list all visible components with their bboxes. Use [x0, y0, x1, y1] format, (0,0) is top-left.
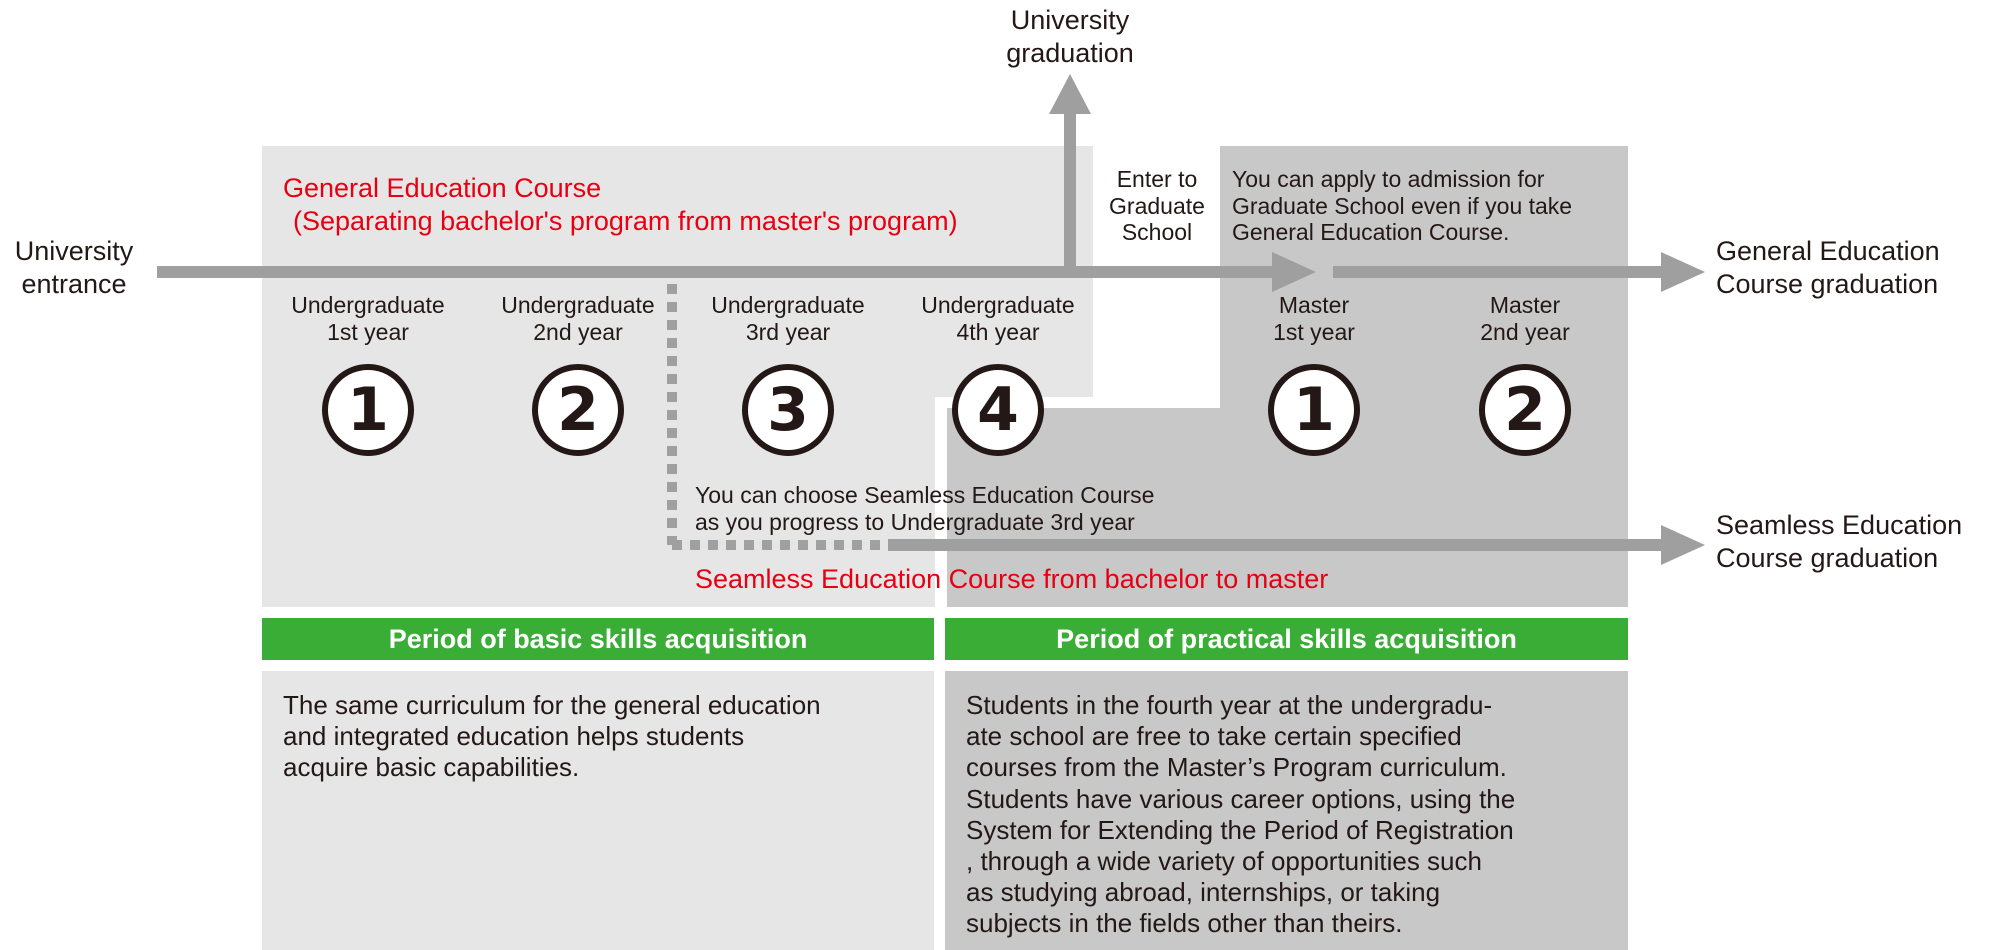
university-graduation-line: [1064, 112, 1076, 272]
seamless-course-title: Seamless Education Course from bachelor to master: [695, 564, 1329, 594]
general-graduation-arrowhead: [1661, 252, 1705, 292]
basic-skills-description: The same curriculum for the general education and integrated education helps students acquire basic capabilities.: [283, 690, 821, 783]
year-label-undergraduate-3: Undergraduate 3rd year: [711, 292, 865, 346]
year-circle-undergraduate-2: 2: [532, 364, 624, 456]
university-graduation-label: University graduation: [1006, 5, 1134, 68]
seamless-graduation-line: [888, 539, 1663, 551]
year-label-master-2: Master 2nd year: [1480, 292, 1570, 346]
year-circle-undergraduate-3: 3: [742, 364, 834, 456]
basic-skills-period-header: Period of basic skills acquisition: [262, 618, 934, 660]
year-label-undergraduate-1: Undergraduate 1st year: [291, 292, 445, 346]
enter-graduate-school-label: Enter to Graduate School: [1109, 166, 1205, 246]
apply-admission-note: You can apply to admission for Graduate School even if you take General Education Course.: [1232, 166, 1573, 246]
general-course-title: General Education Course (Separating bachelor's program from master's program): [283, 173, 958, 236]
practical-skills-period-header: Period of practical skills acquisition: [945, 618, 1628, 660]
practical-skills-description: Students in the fourth year at the undergradu- ate school are free to take certain specified courses from the Master’s Program curriculum. Students have various career options, using the System for Extending the Period of Registration , through a wide variety of opportunities such as studying abroad, internships, or taking subjects in the fields other than theirs.: [966, 690, 1516, 939]
choose-seamless-note: You can choose Seamless Education Course as you progress to Undergraduate 3rd year: [695, 482, 1155, 536]
year-circle-master-1: 1: [1268, 364, 1360, 456]
general-graduation-label: General Education Course graduation: [1716, 236, 1940, 299]
university-entrance-label: University entrance: [14, 236, 134, 299]
seamless-graduation-label: Seamless Education Course graduation: [1716, 510, 1963, 573]
year-label-undergraduate-2: Undergraduate 2nd year: [501, 292, 655, 346]
year-label-undergraduate-4: Undergraduate 4th year: [921, 292, 1075, 346]
year-circle-master-2: 2: [1479, 364, 1571, 456]
year-circle-undergraduate-4: 4: [952, 364, 1044, 456]
year-circle-undergraduate-1: 1: [322, 364, 414, 456]
year-label-master-1: Master 1st year: [1273, 292, 1355, 346]
main-timeline-line: [157, 266, 1272, 278]
general-graduation-line: [1333, 266, 1663, 278]
university-graduation-arrowhead: [1049, 74, 1091, 114]
seamless-graduation-arrowhead: [1661, 525, 1705, 565]
